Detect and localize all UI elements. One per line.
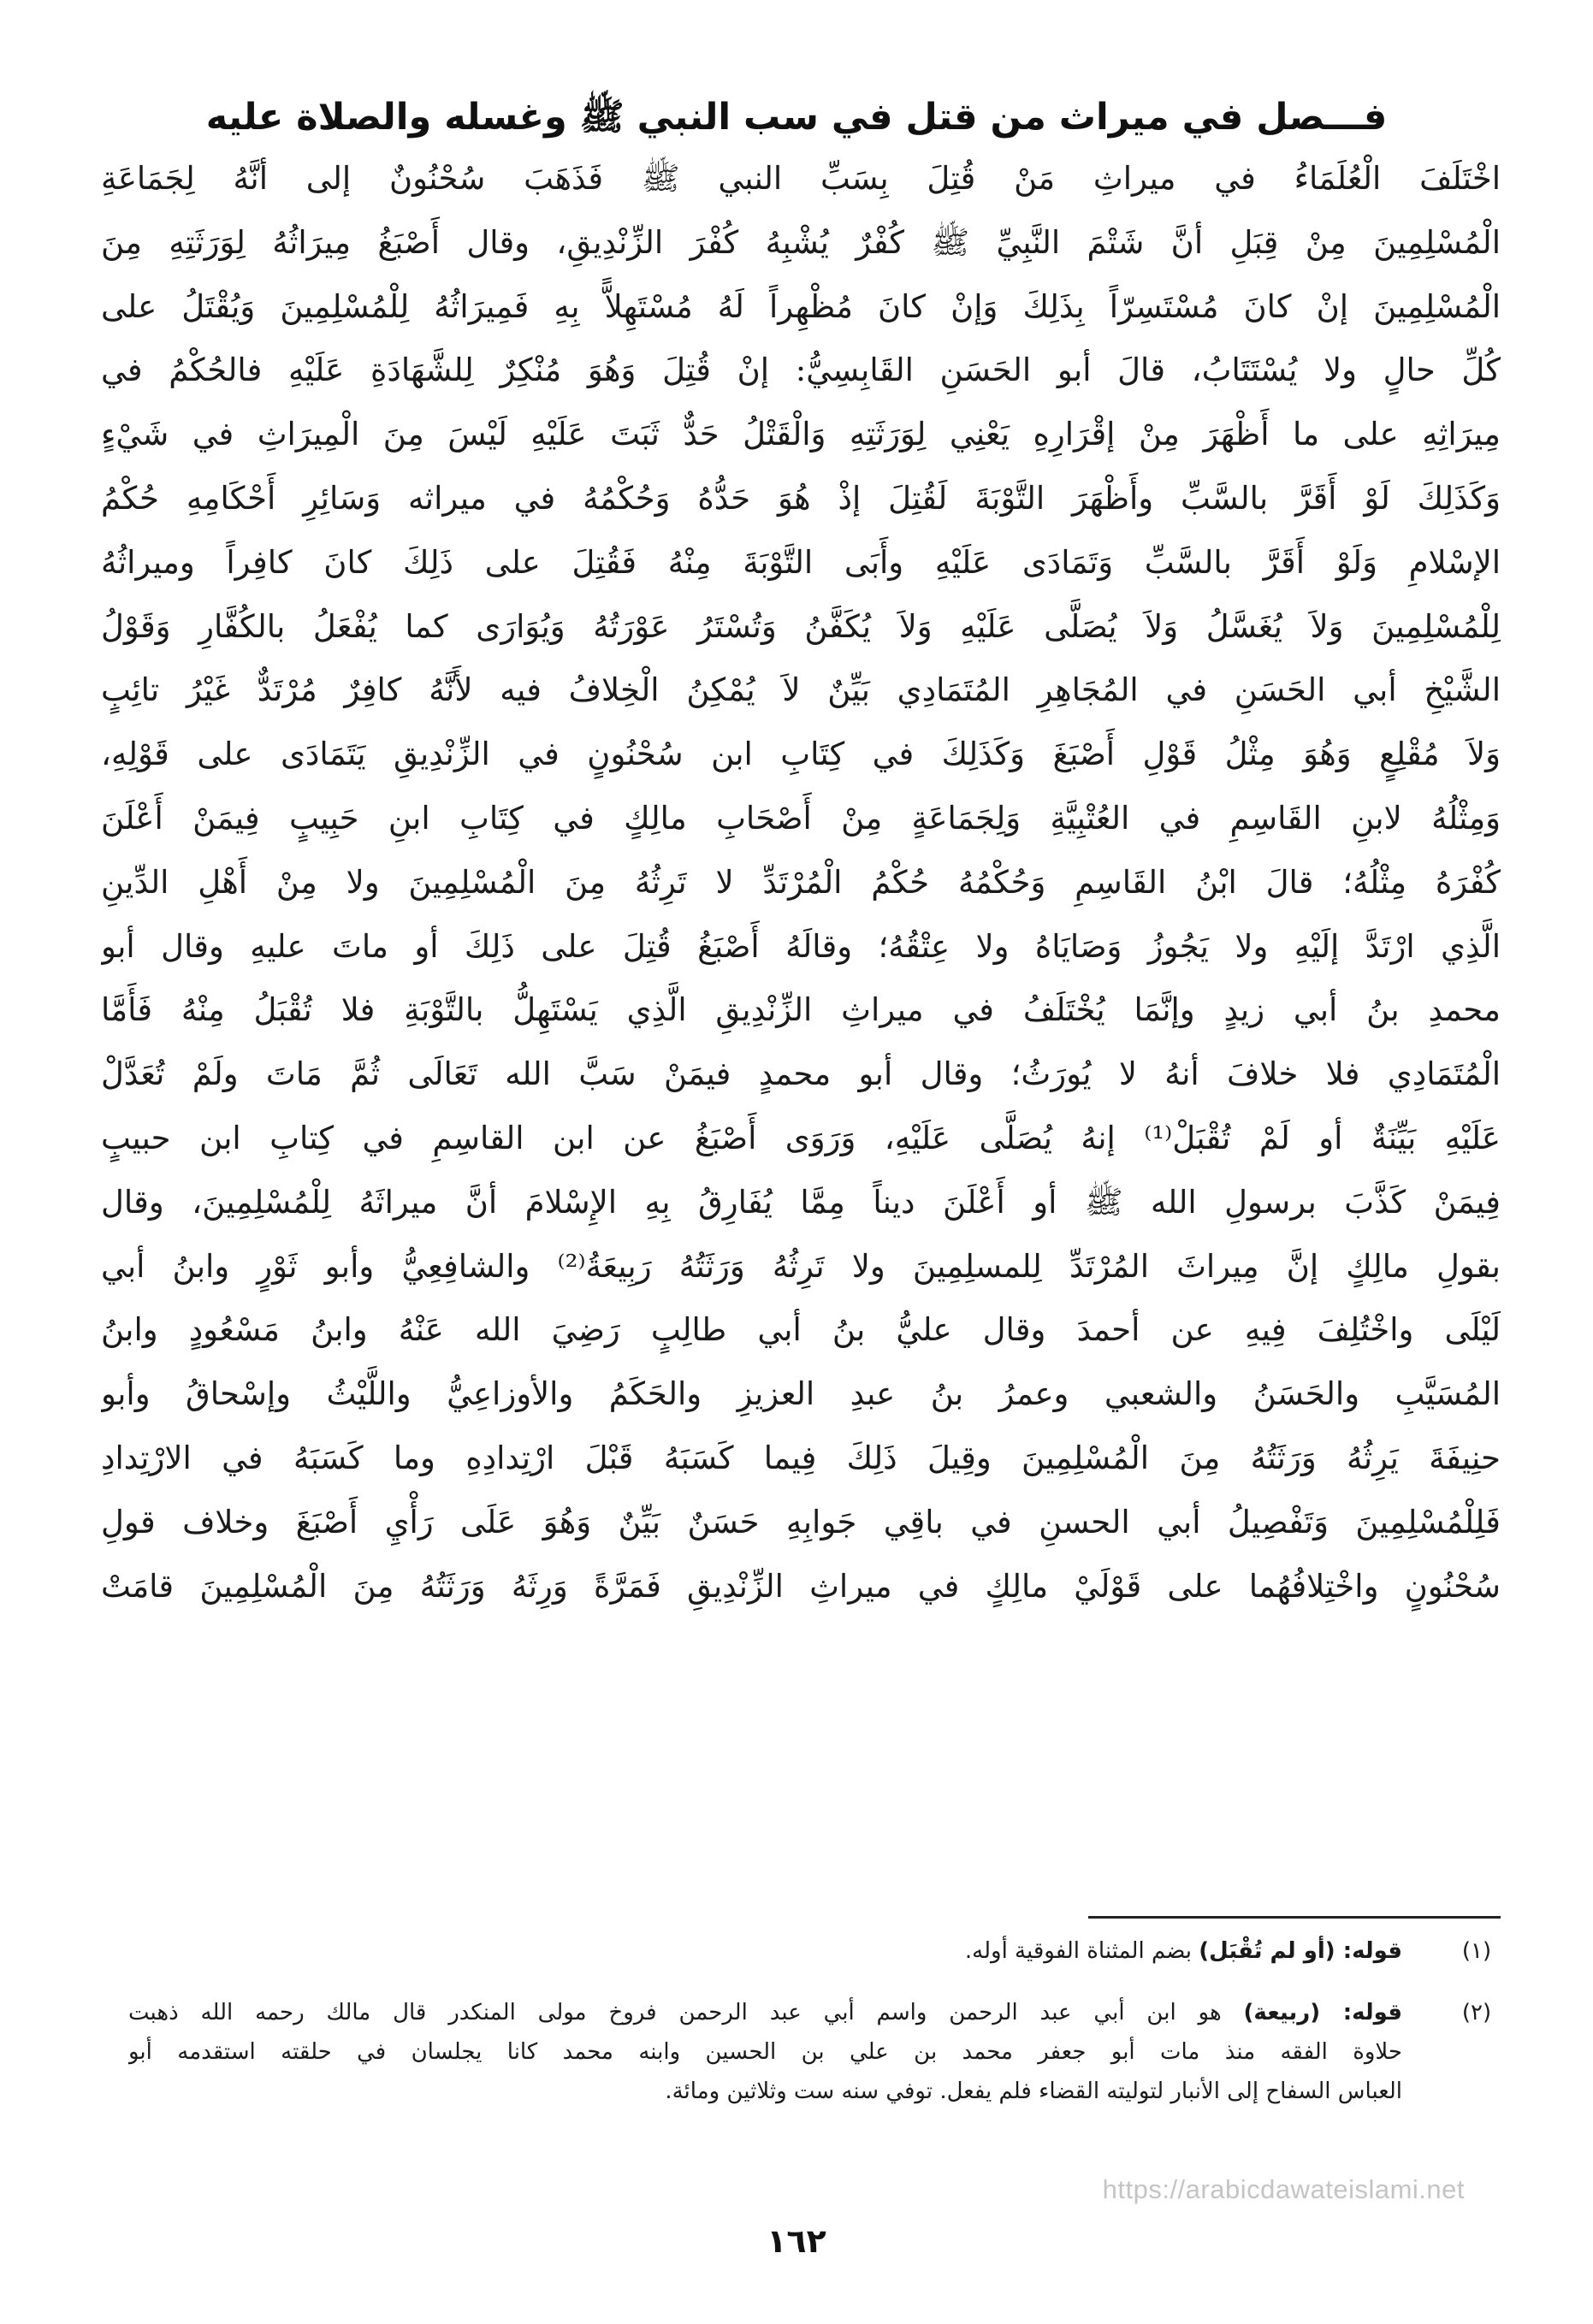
text-line: لَيْلَى واخْتُلِفَ فِيهِ عن أحمدَ وقال عليُّ بنُ أبي طالِبٍ رَضِيَ الله عَنْهُ وابنُ مَسْعُودٍ وابنُ: [101, 1311, 1501, 1349]
footnote: [128, 1993, 1501, 2111]
text-line: وَلاَ مُقْلِعٍ وَهُوَ مِثْلُ قَوْلِ أَصْبَغَ وَكَذَلِكَ في كِتَابِ ابن سُحْنُونٍ في الزِّنْدِيقِ يَتَمَادَى على قَوْلِهِ،: [101, 736, 1501, 773]
section-heading: فـــصل في ميراث من قتل في سب النبي ﷺ وغسله والصلاة عليه: [205, 95, 1388, 139]
footnote-text: بضم المثناة الفوقية أوله.: [964, 1938, 1199, 1964]
footnote-number: (٢): [1461, 2000, 1492, 2025]
text-line: كُلِّ حالٍ ولا يُسْتَتَابُ، قالَ أبو الحَسَنِ القَابِسِيُّ: إنْ قُتِلَ وَهُوَ مُنْكِرٌ لِلشَّهَادَةِ عَلَيْهِ فالحُكْمُ في: [101, 352, 1501, 389]
text-line: لِلْمُسْلِمِينَ وَلاَ يُغَسَّلُ وَلاَ يُصَلَّى عَلَيْهِ وَلاَ يُكَفَّنُ وَتُسْتَرُ عَوْرَتُهُ وَيُوَارَى كما يُفْعَلُ بالكُفَّارِ وَقَوْلُ: [101, 607, 1501, 645]
footnote-line: [128, 1993, 1402, 2032]
text-line: فِيمَنْ كَذَّبَ برسولِ الله ﷺ أو أَعْلَنَ ديناً مِمَّا يُفَارِقُ بِهِ الإِسْلامَ أنَّ ميراثَهُ لِلْمُسْلِمِينَ، وقال: [101, 1183, 1501, 1221]
watermark-url: https://arabicdawateislami.net: [1102, 2174, 1465, 2204]
text-line: الْمُسْلِمِينَ إنْ كانَ مُسْتَسِرّاً بِذَلِكَ وَإنْ كانَ مُظْهِراً لَهُ مُسْتَهِلاًّ بِهِ فَمِيرَاثُهُ لِلْمُسْلِمِينَ وَيُقْتَلُ على: [101, 287, 1501, 325]
text-line: عَلَيْهِ بَيِّنَةٌ أو لَمْ تُقْبَلْ⁽¹⁾ إنهُ يُصَلَّى عَلَيْهِ، وَرَوَى أَصْبَغُ عن ابن القاسِمِ في كِتابِ ابن حبيبٍ: [101, 1119, 1501, 1156]
page-number: ١٦٢: [767, 2222, 826, 2260]
text-line: اخْتَلَفَ الْعُلَمَاءُ في ميراثِ مَنْ قُتِلَ بِسَبِّ النبي ﷺ فَذَهَبَ سُحْنُونٌ إلى أنَّهُ لِجَمَاعَةِ: [101, 160, 1501, 197]
text-line: كُفْرَهُ مِثْلُهُ؛ قالَ ابْنُ القَاسِمِ وَحُكْمُهُ حُكْمُ الْمُرْتَدِّ لا تَرِثُهُ مِنَ الْمُسْلِمِينَ ولا مِنْ أَهْلِ الدِّينِ: [101, 863, 1501, 901]
footnote-lead: قوله: (ربيعة): [1243, 2000, 1402, 2025]
main-text: [101, 147, 1501, 1618]
text-line: محمدِ بنُ أبي زيدٍ وإنَّمَا يُخْتَلَفُ في ميراثِ الزِّنْدِيقِ الَّذِي يَسْتَهِلُّ بالتَّوْبَةِ فلا تُقْبَلُ مِنْهُ فَأَمَّا: [101, 991, 1501, 1029]
footnote-line: [128, 1931, 1402, 1971]
text-line: الإسْلامِ وَلَوْ أَقَرَّ بالسَّبِّ وَتَمَادَى عَلَيْهِ وأَبَى التَّوْبَةَ مِنْهُ فَقُتِلَ على ذَلِكَ كانَ كافِراً وميراثُهُ: [101, 543, 1501, 581]
text-line: سُحْنُونٍ واخْتِلافُهُما على قَوْلَيْ مالِكٍ في ميراثِ الزِّنْدِيقِ فَمَرَّةً وَرِثَهُ وَرَثَتُهُ مِنَ الْمُسْلِمِينَ قامَتْ: [101, 1567, 1501, 1605]
footnotes: [128, 1931, 1501, 2111]
footnote-line: حلاوة الفقه منذ مات أبو جعفر محمد بن علي بن الحسين وابنه محمد كانا يجلسان في حلقته استقدمه أبو: [128, 2039, 1402, 2065]
text-line: الَّذِي ارْتَدَّ إلَيْهِ ولا يَجُوزُ وَصَايَاهُ ولا عِتْقُهُ؛ وقالَهُ أَصْبَغُ قُتِلَ على ذَلِكَ أو ماتَ عليهِ وقال أبو: [101, 927, 1501, 965]
text-line: الْمُسْلِمِينَ مِنْ قِبَلِ أنَّ شَتْمَ النَّبِيِّ ﷺ كُفْرٌ يُشْبِهُ كُفْرَ الزِّنْدِيقِ، وقال أَصْبَغُ مِيرَاثُهُ لِوَرَثَتِهِ مِنَ: [101, 223, 1501, 261]
text-line: وَمِثْلُهُ لابنِ القَاسِمِ في العُتْبِيَّةِ وَلِجَمَاعَةٍ مِنْ أَصْحَابِ مالِكٍ في كِتَابِ ابنِ حَبِيبٍ فِيمَنْ أَعْلَنَ: [101, 799, 1501, 837]
footnote-text: هو ابن أبي عبد الرحمن واسم أبي عبد الرحمن فروخ مولى المنكدر قال مالك رحمه الله ذهبت: [128, 2000, 1244, 2025]
text-line: بقولِ مالِكٍ إنَّ مِيراثَ المُرْتَدِّ لِلمسلِمِينَ ولا تَرِثُهُ وَرَثَتُهُ رَبِيعَةُ⁽²⁾ والشافِعِيُّ وأبو ثَوْرٍ وابنُ أبي: [101, 1247, 1501, 1285]
footnote-line: العباس السفاح إلى الأنبار لتوليته القضاء فلم يفعل. توفي سنه ست وثلاثين ومائة.: [665, 2079, 1402, 2104]
text-line: المُسَيَّبِ والحَسَنُ والشعبي وعمرُ بنُ عبدِ العزيزِ والحَكَمُ والأوزاعِيُّ واللَّيْثُ وإسْحاقُ وأبو: [101, 1375, 1501, 1413]
text-line: حنِيفَةَ يَرِثُهُ وَرَثَتُهُ مِنَ الْمُسْلِمِينَ وقِيلَ ذَلِكَ فِيما كَسَبَهُ قَبْلَ ارْتِدادِهِ وما كَسَبَهُ في الارْتِدادِ: [101, 1439, 1501, 1476]
footnote-lead: قوله: (أو لم تُقْبَل): [1199, 1938, 1402, 1964]
text-line: فَلِلْمُسْلِمِينَ وَتَفْصِيلُ أبي الحسنِ في باقِي جَوابِهِ حَسَنٌ بَيِّنٌ وَهُوَ عَلَى رَأْيِ أَصْبَغَ وخلاف قولِ: [101, 1503, 1501, 1540]
footnote-number: (١): [1461, 1938, 1492, 1964]
text-line: الشَّيْخِ أبي الحَسَنِ في المُجَاهِرِ المُتَمَادِي بَيِّنٌ لاَ يُمْكِنُ الْخِلافُ فيه لأَنَّهُ كافِرٌ مُرْتَدٌّ غَيْرُ تائِبٍ: [101, 671, 1501, 709]
footnote-divider: [1088, 1916, 1501, 1919]
text-line: الْمُتَمَادِي فلا خلافَ أنهُ لا يُورَثُ؛ وقال أبو محمدٍ فيمَنْ سَبَّ الله تَعَالَى ثُمَّ مَاتَ ولَمْ تُعَدَّلْ: [101, 1056, 1501, 1093]
footnote: [128, 1931, 1501, 1983]
text-line: وَكَذَلِكَ لَوْ أَقَرَّ بالسَّبِّ وأَظْهَرَ التَّوْبَةَ لَقُتِلَ إذْ هُوَ حَدُّهُ وَحُكْمُهُ في ميراثه وَسَائِرِ أَحْكَامِهِ حُكْمُ: [101, 479, 1501, 517]
text-line: مِيرَاثِهِ على ما أَظْهَرَ مِنْ إقْرَارِهِ يَعْنِي لِوَرَثَتِهِ وَالْقَتْلُ حَدٌّ ثَبَتَ عَلَيْهِ لَيْسَ مِنَ الْمِيرَاثِ في شَيْءٍ: [101, 416, 1501, 453]
